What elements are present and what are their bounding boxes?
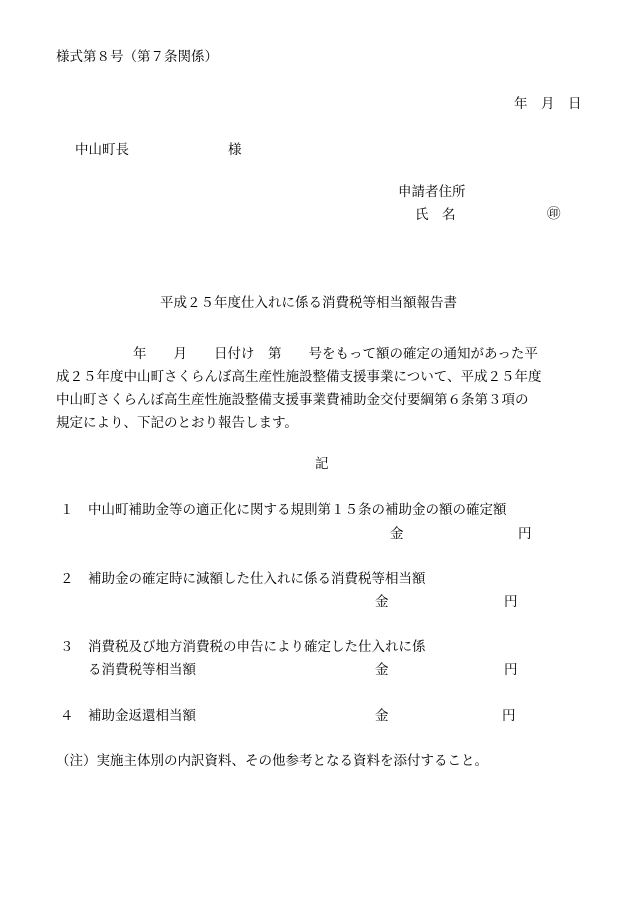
body-line: 年 月 日付け 第 号をもって額の確定の通知があった平 — [133, 346, 538, 362]
item-kin: 金 — [375, 662, 389, 678]
item-yen: 円 — [504, 662, 518, 678]
document-title: 平成２５年度仕入れに係る消費税等相当額報告書 — [160, 295, 457, 311]
item-yen: 円 — [504, 594, 518, 610]
ki-heading: 記 — [315, 456, 329, 472]
body-paragraph — [56, 343, 591, 435]
date-line: 年 月 日 — [514, 96, 582, 112]
item-text: 補助金返還相当額 — [88, 708, 196, 724]
body-line: 中山町さくらんぼ高生産性施設整備支援事業費補助金交付要綱第６条第３項の — [56, 392, 529, 408]
item-number: ２ — [60, 571, 74, 587]
applicant-name-label: 氏 名 — [415, 207, 456, 223]
item-text-continued: る消費税等相当額 — [88, 662, 196, 678]
body-line: 規定により、下記のとおり報告します。 — [56, 415, 298, 431]
form-label: 様式第８号（第７条関係） — [56, 49, 218, 65]
item-kin: 金 — [375, 708, 389, 724]
item-text: 補助金の確定時に減額した仕入れに係る消費税等相当額 — [88, 571, 426, 587]
item-kin: 金 — [375, 594, 389, 610]
item-number: ３ — [60, 639, 74, 655]
applicant-address-label: 申請者住所 — [398, 184, 466, 200]
addressee-name: 中山町長 — [75, 142, 129, 158]
item-text: 消費税及び地方消費税の申告により確定した仕入れに係 — [88, 639, 426, 655]
attachment-note: （注）実施主体別の内訳資料、その他参考となる資料を添付すること。 — [56, 753, 488, 769]
seal-mark: ㊞ — [547, 206, 561, 222]
item-yen: 円 — [518, 526, 532, 542]
item-text: 中山町補助金等の適正化に関する規則第１５条の補助金の額の確定額 — [88, 502, 507, 518]
body-line: 成２５年度中山町さくらんぼ高生産性施設整備支援事業について、平成２５年度 — [56, 369, 542, 385]
addressee-honorific: 様 — [228, 142, 242, 158]
item-kin: 金 — [390, 526, 404, 542]
item-number: ４ — [60, 708, 74, 724]
item-number: １ — [60, 502, 74, 518]
item-yen: 円 — [502, 708, 516, 724]
